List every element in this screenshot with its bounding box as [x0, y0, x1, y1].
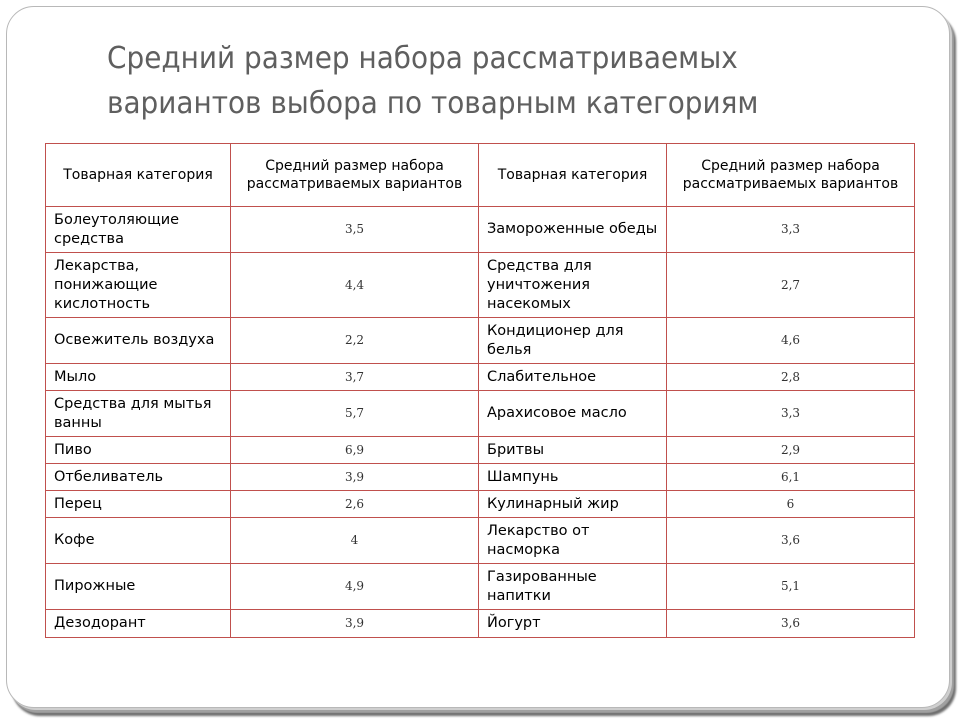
- header-size-right: Средний размер набора рассматриваемых вариантов: [667, 144, 915, 207]
- right-value-cell: 5,1: [667, 564, 915, 610]
- slide-title: [107, 36, 832, 126]
- table-row: [46, 364, 915, 391]
- header-size-left: Средний размер набора рассматриваемых вариантов: [231, 144, 479, 207]
- left-value-cell: 3,7: [231, 364, 479, 391]
- right-category-cell: Средства для уничтожения насекомых: [479, 253, 667, 318]
- right-value-cell: 4,6: [667, 318, 915, 364]
- title-line-2: вариантов выбора по товарным категориям: [107, 86, 759, 121]
- left-value-cell: 4: [231, 518, 479, 564]
- left-value-cell: 2,2: [231, 318, 479, 364]
- right-value-cell: 2,9: [667, 437, 915, 464]
- header-category-right: Товарная категория: [479, 144, 667, 207]
- right-category-cell: Бритвы: [479, 437, 667, 464]
- left-category-cell: Мыло: [46, 364, 231, 391]
- left-category-cell: Средства для мытья ванны: [46, 391, 231, 437]
- left-value-cell: 3,9: [231, 610, 479, 638]
- table-row: [46, 464, 915, 491]
- right-category-cell: Кондиционер для белья: [479, 318, 667, 364]
- left-category-cell: Лекарства, понижающие кислотность: [46, 253, 231, 318]
- left-value-cell: 2,6: [231, 491, 479, 518]
- left-value-cell: 3,5: [231, 207, 479, 253]
- right-value-cell: 2,7: [667, 253, 915, 318]
- left-value-cell: 6,9: [231, 437, 479, 464]
- table-row: [46, 391, 915, 437]
- table-row: [46, 564, 915, 610]
- right-value-cell: 3,6: [667, 610, 915, 638]
- table-row: [46, 610, 915, 638]
- right-category-cell: Слабительное: [479, 364, 667, 391]
- right-category-cell: Газированные напитки: [479, 564, 667, 610]
- table-row: [46, 518, 915, 564]
- header-category-left: Товарная категория: [46, 144, 231, 207]
- table-row: [46, 253, 915, 318]
- left-value-cell: 5,7: [231, 391, 479, 437]
- left-category-cell: Дезодорант: [46, 610, 231, 638]
- title-line-1: Средний размер набора рассматриваемых: [107, 41, 738, 76]
- right-category-cell: Кулинарный жир: [479, 491, 667, 518]
- table-row: [46, 491, 915, 518]
- category-table: [45, 143, 915, 638]
- right-value-cell: 3,3: [667, 391, 915, 437]
- right-category-cell: Йогурт: [479, 610, 667, 638]
- left-category-cell: Пиво: [46, 437, 231, 464]
- left-category-cell: Перец: [46, 491, 231, 518]
- right-value-cell: 6: [667, 491, 915, 518]
- right-category-cell: Арахисовое масло: [479, 391, 667, 437]
- right-category-cell: Замороженные обеды: [479, 207, 667, 253]
- right-value-cell: 3,6: [667, 518, 915, 564]
- right-category-cell: Шампунь: [479, 464, 667, 491]
- left-category-cell: Освежитель воздуха: [46, 318, 231, 364]
- left-value-cell: 4,9: [231, 564, 479, 610]
- left-category-cell: Болеутоляющие средства: [46, 207, 231, 253]
- right-value-cell: 3,3: [667, 207, 915, 253]
- table-row: [46, 207, 915, 253]
- right-value-cell: 6,1: [667, 464, 915, 491]
- table-row: [46, 437, 915, 464]
- left-category-cell: Пирожные: [46, 564, 231, 610]
- left-value-cell: 3,9: [231, 464, 479, 491]
- left-value-cell: 4,4: [231, 253, 479, 318]
- left-category-cell: Отбеливатель: [46, 464, 231, 491]
- right-value-cell: 2,8: [667, 364, 915, 391]
- right-category-cell: Лекарство от насморка: [479, 518, 667, 564]
- table-header-row: [46, 144, 915, 207]
- left-category-cell: Кофе: [46, 518, 231, 564]
- table-row: [46, 318, 915, 364]
